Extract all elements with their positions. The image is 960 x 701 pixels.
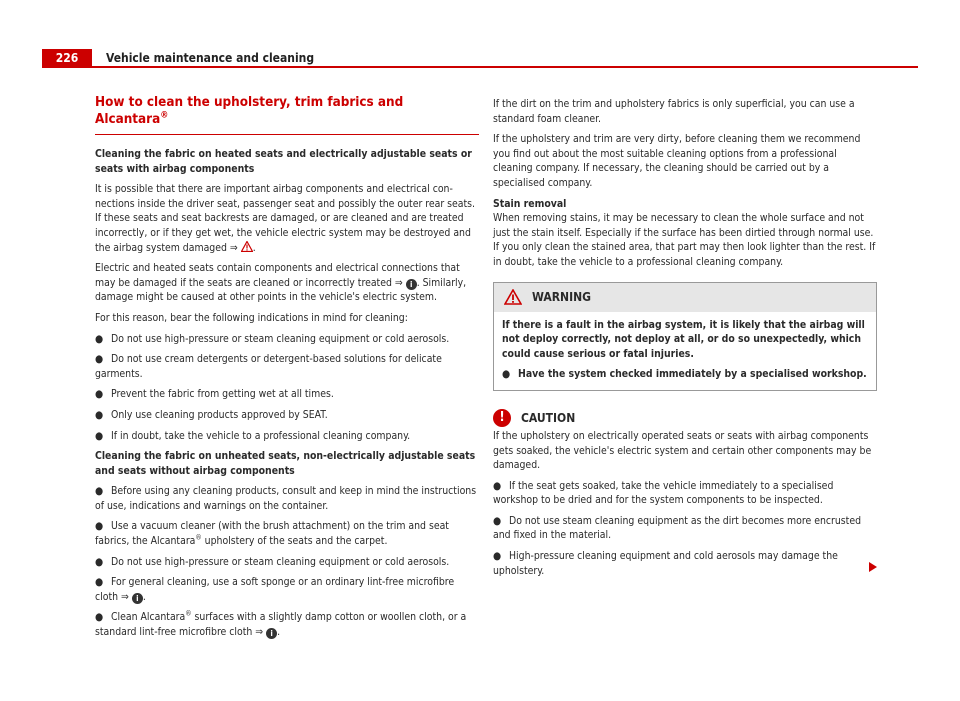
paragraph-end: . Similarly, damage might be caused at other points in the vehicle's electric system. <box>95 276 467 304</box>
caution-header <box>493 409 877 427</box>
list-item <box>95 352 479 381</box>
chapter-title: Vehicle maintenance and cleaning <box>106 51 315 65</box>
list-item-text: Have the system checked immediately by a specialised workshop. <box>518 368 867 381</box>
bullet-icon: ● <box>95 576 104 589</box>
list-item-text: Do not use steam cleaning equipment as the dirt becomes more encrusted and fixed in the material. <box>493 514 862 542</box>
list-item-text: For general cleaning, use a soft sponge or an ordinary lint-free microfibre cloth ⇒ <box>95 576 455 603</box>
warning-header <box>494 283 876 312</box>
warning-triangle-icon[interactable] <box>241 241 253 252</box>
bullet-icon: ● <box>95 429 104 442</box>
list-item <box>95 408 479 423</box>
list-item-text: Do not use cream detergents or detergent-based solutions for delicate garments. <box>95 353 442 380</box>
bullet-icon: ● <box>95 485 104 498</box>
continue-arrow-icon <box>869 562 877 572</box>
list-item-text: Clean Alcantara <box>111 611 186 624</box>
warning-title: WARNING <box>532 289 591 304</box>
subheading-unheated-seats: Cleaning the fabric on unheated seats, non-electrically adjustable seats and seats without airbag components <box>95 450 476 477</box>
bullet-icon: ● <box>493 550 502 563</box>
paragraph-text: It is possible that there are important airbag components and electrical connections inside the driver seat, passenger seat and possibly the outer rear seats. If these seats and seat backrests are damaged, or are cleaned and are treated incorrectly, or if they get wet, the vehicle electric system may be destroyed and the airbag system damaged ⇒ <box>95 183 476 254</box>
note-icon[interactable]: i <box>132 593 143 604</box>
warning-text: If there is a fault in the airbag system, it is likely that the airbag will not deploy correctly, not deploy at all, or do so unexpectedly, which could cause serious or fatal injuries. <box>502 318 865 360</box>
list-item-text: Only use cleaning products approved by SEAT. <box>111 408 328 421</box>
bullet-icon: ● <box>493 479 502 492</box>
bullet-icon: ● <box>95 332 104 345</box>
registered-mark: ® <box>160 110 169 121</box>
list-item-text: Before using any cleaning products, consult and keep in mind the instructions of use, indications and warnings on the container. <box>95 485 477 512</box>
list-item <box>493 479 877 508</box>
bullet-icon: ● <box>502 368 511 381</box>
bullet-icon: ● <box>493 514 502 527</box>
list-item <box>95 555 479 570</box>
bullet-list-unheated <box>95 484 479 639</box>
subheading-heated-seats: Cleaning the fabric on heated seats and electrically adjustable seats or seats with airbag components <box>95 148 472 175</box>
bullet-icon: ● <box>95 408 104 421</box>
note-icon[interactable]: i <box>266 628 277 639</box>
warning-body <box>494 312 876 390</box>
list-item <box>95 610 479 639</box>
list-item <box>95 429 479 444</box>
paragraph-text: Electric and heated seats contain components and electrical connections that may be damaged if the seats are cleaned or incorrectly treated ⇒ <box>95 262 460 289</box>
paragraph-end: . <box>252 241 256 254</box>
bullet-icon: ● <box>95 388 104 401</box>
list-item <box>95 519 479 548</box>
header-rule <box>92 66 918 68</box>
note-icon[interactable]: i <box>406 279 417 290</box>
bullet-icon: ● <box>95 611 104 624</box>
list-item <box>493 549 877 578</box>
registered-mark: ® <box>195 533 202 542</box>
right-column <box>493 97 877 584</box>
list-item-text: If the seat gets soaked, take the vehicle immediately to a specialised workshop to be dried and for the system components to be inspected. <box>493 479 834 507</box>
page-number: 226 <box>42 49 92 68</box>
list-item-text: Prevent the fabric from getting wet at all times. <box>111 388 334 401</box>
bullet-icon: ● <box>95 520 104 533</box>
warning-box <box>493 282 877 391</box>
caution-icon: ! <box>493 409 511 427</box>
list-item-end: . <box>142 590 146 603</box>
paragraph-foam-cleaner: If the dirt on the trim and upholstery fabrics is only superficial, you can use a standard foam cleaner. <box>493 98 855 125</box>
paragraph-stain-removal: When removing stains, it may be necessary to clean the whole surface and not just the stain itself. Especially if the surface has been dirtied through normal use. If you only clean the stained area, that part may then look lighter than the rest. If in doubt, take the vehicle to a professional cleaning company. <box>493 212 876 268</box>
bullet-icon: ● <box>95 353 104 366</box>
list-item <box>493 514 877 543</box>
list-item <box>95 387 479 402</box>
list-item <box>95 575 479 604</box>
section-heading-text: How to clean the upholstery, trim fabrics and Alcantara <box>95 95 404 127</box>
list-item-text: Do not use high-pressure or steam cleaning equipment or cold aerosols. <box>111 555 450 568</box>
paragraph-very-dirty: If the upholstery and trim are very dirty, before cleaning them we recommend you find out about the most suitable cleaning options from a professional cleaning company. If necessary, the cleaning should be carried out by a specialised company. <box>493 133 861 189</box>
registered-mark: ® <box>185 609 192 618</box>
paragraph-airbag-components <box>95 182 479 255</box>
section-heading <box>95 94 479 135</box>
paragraph-indications: For this reason, bear the following indications in mind for cleaning: <box>95 311 408 324</box>
list-item-end: . <box>277 626 281 639</box>
list-item-text: Use a vacuum cleaner (with the brush attachment) on the trim and seat fabrics, the Alcantara <box>95 520 449 548</box>
caution-text: If the upholstery on electrically operated seats or seats with airbag components gets soaked, the vehicle's electric system and certain other components may be damaged. <box>493 429 872 472</box>
list-item-text: Do not use high-pressure or steam cleaning equipment or cold aerosols. <box>111 332 450 345</box>
list-item-text: upholstery of the seats and the carpet. <box>201 535 388 548</box>
subheading-stain-removal: Stain removal <box>493 197 567 210</box>
caution-title: CAUTION <box>521 410 576 425</box>
left-column <box>95 94 479 646</box>
list-item <box>502 367 868 382</box>
list-item-text: If in doubt, take the vehicle to a professional cleaning company. <box>111 429 411 442</box>
bullet-icon: ● <box>95 555 104 568</box>
warning-triangle-icon <box>504 289 522 305</box>
list-item-text: surfaces with a slightly damp cotton or woollen cloth, or a standard lint-free microfibre cloth ⇒ <box>95 611 467 639</box>
paragraph-electric-seats <box>95 261 479 305</box>
list-item <box>95 332 479 347</box>
list-item-text: High-pressure cleaning equipment and cold aerosols may damage the upholstery. <box>493 550 838 577</box>
list-item <box>95 484 479 513</box>
bullet-list-heated <box>95 332 479 444</box>
